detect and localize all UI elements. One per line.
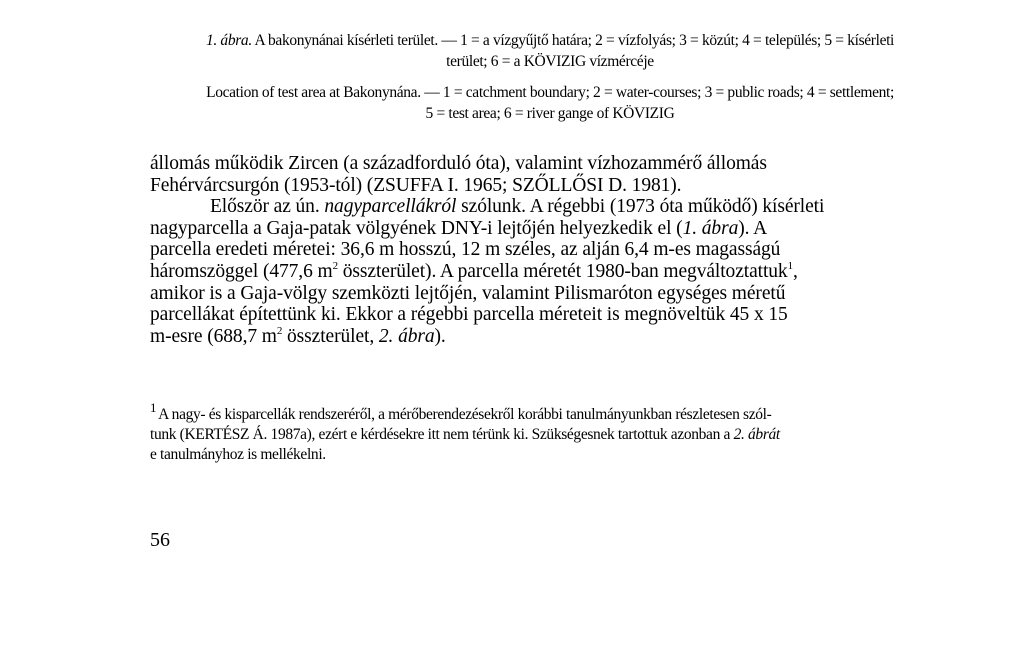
body-line-9-b: összterület, — [282, 325, 379, 347]
footnote-reference: 1 — [787, 259, 793, 272]
body-line-5: parcella eredeti méretei: 36,6 m hosszú, 12 m széles, az alján 6,4 m-es magasságú — [150, 239, 781, 261]
footnote-text-3: e tanulmányhoz is mellékelni. — [150, 446, 326, 463]
footnote-mark: 1 — [150, 400, 157, 415]
body-line-3-a: Először az ún. — [210, 196, 325, 218]
body-line-2: Fehérvárcsurgón (1953-tól) (ZSUFFA I. 1965; SZŐLLŐSI D. 1981). — [150, 174, 682, 196]
body-line-4 — [150, 218, 950, 240]
body-line-4-italic: 1. ábra — [682, 217, 739, 239]
body-paragraphs — [150, 153, 950, 347]
body-line-4-a: nagyparcella a Gaja-patak völgyének DNY-i lejtőjén helyezkedik el ( — [150, 217, 683, 239]
superscript-squared: 2 — [332, 259, 338, 272]
superscript-squared-2: 2 — [276, 324, 283, 337]
footnote-italic: 2. ábrát — [733, 426, 780, 443]
footnote-line-1 — [150, 400, 950, 425]
body-line-9-italic: 2. ábra — [378, 325, 435, 347]
body-line-1: állomás működik Zircen (a századforduló óta), valamint vízhozammérő állomás — [150, 153, 767, 174]
body-line-9 — [150, 326, 950, 348]
caption-hu-text-2: terület; 6 = a KÖVIZIG vízmércéje — [446, 53, 654, 70]
body-line-9-c: ). — [434, 325, 446, 347]
figure-caption-hungarian — [150, 30, 950, 72]
body-line-6-b: összterület). A parcella méretét 1980-ban megváltoztattuk — [337, 260, 788, 282]
body-line-4-b: ). A — [738, 217, 768, 239]
body-line-6 — [150, 261, 950, 283]
caption-en-text-1: Location of test area at Bakonynána. — 1 = catchment boundary; 2 = water-courses; 3 = public roads; 4 = settlement; — [206, 84, 894, 101]
body-line-6-c: , — [792, 260, 798, 282]
body-line-3-b: szólunk. A régebbi (1973 óta működő) kísérleti — [456, 196, 825, 218]
footnote — [150, 400, 950, 465]
caption-hu-text-1: A bakonynánai kísérleti terület. — 1 = a vízgyűjtő határa; 2 = vízfolyás; 3 = közút; 4 = település; 5 = kísérleti — [254, 32, 895, 49]
body-line-9-a: m-esre (688,7 m — [150, 325, 277, 347]
body-line-6-a: háromszöggel (477,6 m — [150, 260, 333, 282]
figure-caption-english — [150, 82, 950, 124]
caption-hu-line-1 — [150, 30, 950, 51]
body-line-7: amikor is a Gaja-völgy szemközti lejtőjén, valamint Pilismaróton egységes méretű — [150, 282, 786, 304]
body-line-3-italic: nagyparcellákról — [324, 196, 457, 218]
page-number: 56 — [150, 529, 170, 551]
caption-en-text-2: 5 = test area; 6 = river gange of KÖVIZIG — [425, 105, 675, 122]
body-line-3 — [150, 196, 950, 218]
footnote-text-1: A nagy- és kisparcellák rendszeréről, a mérőberendezésekről korábbi tanulmányunkban részletesen szól- — [158, 406, 772, 423]
footnote-line-2 — [150, 425, 950, 445]
figure-label: 1. ábra. — [205, 32, 252, 49]
footnote-text-2: tunk (KERTÉSZ Á. 1987a), ezért e kérdésekre itt nem térünk ki. Szükségesnek tartottuk azonban a — [150, 426, 734, 443]
body-line-8: parcellákat építettünk ki. Ekkor a régebbi parcella méreteit is megnöveltük 45 x 15 — [150, 304, 788, 326]
